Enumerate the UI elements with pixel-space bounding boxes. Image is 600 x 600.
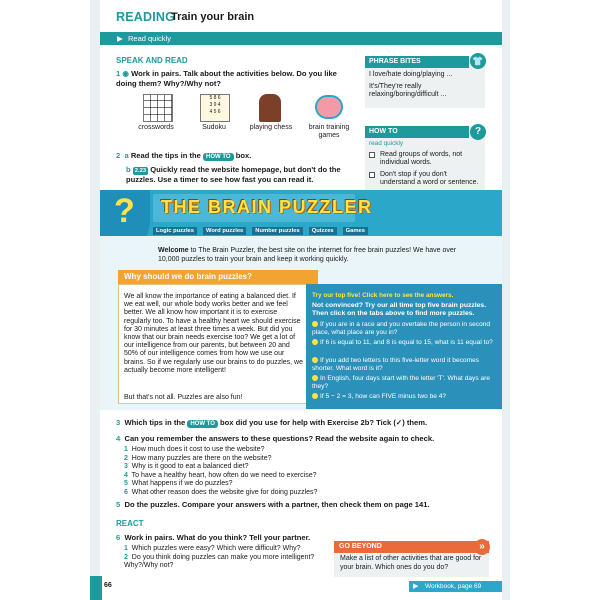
bullet-icon	[312, 393, 318, 399]
nav-quizzes[interactable]: Quizzes	[309, 227, 337, 235]
ex4-item-2: 2 How many puzzles are there on the website?	[124, 454, 272, 462]
nav-number-puzzles[interactable]: Number puzzles	[252, 227, 302, 235]
site-nav	[153, 227, 374, 235]
bullet-icon	[312, 357, 318, 363]
bullet-icon	[312, 321, 318, 327]
article-body: We all know the importance of eating a balanced diet. If we eat well, our whole body works better and we feel better. We all know how important it is to exercise regularly too. To have a healthy heart we should exercise for 30 minutes at least three times a week. But did you know that our brain needs exercise too? We get a lot of our intelligence from our parents, but between 20 and 50% of our intelligence comes from how we use our brains. So if we regularly use our brains to do puzzles, we actually become more intelligent!	[124, 293, 303, 374]
how-to-pill: HOW TO	[187, 420, 218, 428]
bullet-icon	[312, 375, 318, 381]
why-title: Why should we do brain puzzles?	[124, 272, 253, 281]
tip-2: Don't stop if you don't understand a word or sentence.	[380, 171, 479, 187]
caption-sudoku: Sudoku	[202, 124, 226, 131]
page-right-edge	[502, 0, 510, 600]
question-mark-graphic: ?	[114, 192, 135, 230]
phrase-line-2: It's/They're really relaxing/boring/difficult ...	[369, 83, 447, 99]
bullet-icon	[312, 339, 318, 345]
phrase-line-1: I love/hate doing/playing ...	[369, 71, 453, 78]
brain-image	[315, 95, 343, 119]
puzzle-5: If 5 − 2 = 3, how can FIVE minus two be 4?	[312, 393, 498, 401]
page-corner-tab	[90, 576, 102, 600]
tip-checkbox-2[interactable]	[369, 172, 375, 178]
arrow-right-icon: ▶	[117, 34, 123, 43]
skill-label: Read quickly	[128, 34, 171, 43]
puzzle-2: If 6 is equal to 11, and 8 is equal to 15, what is 11 equal to?	[312, 339, 498, 347]
exercise-3: 3 Which tips in the HOW TO box did you use for help with Exercise 2b? Tick (✓) them.	[116, 418, 428, 427]
puzzle-4: In English, four days start with the letter 'T'. What days are they?	[312, 375, 490, 390]
workbook-reference: Workbook, page 69	[425, 583, 482, 590]
exercise-4: 4 Can you remember the answers to these questions? Read the website again to check.	[116, 434, 435, 443]
puzzle-3: If you add two letters to this five-letter word it becomes shorter. What word is it?	[312, 357, 480, 372]
ex6-item-1: 1 Which puzzles were easy? Which were difficult? Why?	[124, 545, 301, 552]
tip-1: Read groups of words, not individual words.	[380, 151, 463, 167]
speaking-icon: ◉	[122, 69, 129, 78]
try-top-five-link[interactable]: Try our top five! Click here to see the answers.	[312, 292, 454, 299]
ex6-list	[124, 545, 329, 571]
page-title: Train your brain	[171, 11, 255, 23]
sudoku-image: 5 8 6 3 9 4 4 5 6	[200, 94, 230, 122]
caption-brain-training: brain training games	[308, 124, 350, 139]
nav-word-puzzles[interactable]: Word puzzles	[203, 227, 246, 235]
exercise-6: 6 Work in pairs. What do you think? Tell your partner.	[116, 533, 311, 542]
tshirt-icon: 👕	[470, 53, 486, 69]
how-to-pill: HOW TO	[203, 153, 234, 161]
speak-read-heading: SPEAK AND READ	[116, 56, 188, 65]
ex4-item-3: 3 Why is it good to eat a balanced diet?	[124, 463, 249, 471]
caption-crosswords: crosswords	[138, 124, 174, 131]
page-left-edge	[90, 0, 100, 600]
double-chevron-icon: »	[474, 539, 490, 555]
go-beyond-title: GO BEYOND	[339, 543, 382, 550]
how-to-title: HOW TO	[365, 126, 469, 138]
puzzle-1: If you are in a race and you overtake the person in second place, what place are you in?	[312, 321, 491, 336]
ex4-item-1: 1 How much does it cost to use the website?	[124, 446, 265, 453]
react-heading: REACT	[116, 519, 144, 528]
ex4-item-5: 5 What happens if we do puzzles?	[124, 480, 233, 488]
section-label: READING	[116, 10, 176, 24]
ex4-item-6: 6 What other reason does the website give for doing puzzles?	[124, 488, 318, 496]
site-logo: THE BRAIN PUZZLER	[161, 197, 373, 217]
how-to-subtitle: read quickly	[369, 140, 404, 147]
tip-checkbox-1[interactable]	[369, 152, 375, 158]
audio-track-icon: 2.23	[134, 168, 147, 174]
go-beyond-text: Make a list of other activities that are good for your brain. Which ones do you do?	[340, 555, 482, 571]
ex4-list	[124, 446, 424, 498]
workbook-arrow-icon: ▶	[413, 583, 419, 590]
article-body-end: But that's not all. Puzzles are also fun!	[124, 394, 243, 401]
chess-knight-image	[259, 94, 281, 122]
nav-logic-puzzles[interactable]: Logic puzzles	[153, 227, 197, 235]
ex6-item-2: 2 Do you think doing puzzles can make you more intelligent? Why?/Why not?	[124, 553, 315, 570]
nav-games[interactable]: Games	[343, 227, 368, 235]
exercise-2a: 2 a Read the tips in the HOW TO box.	[116, 151, 252, 160]
exercise-2b: b 2.23 Quickly read the website homepage, but don't do the puzzles. Use a timer to see how fast you can read it.	[126, 165, 341, 184]
page-number: 66	[104, 582, 112, 589]
question-mark-icon: ?	[470, 124, 486, 140]
phrase-bites-title: PHRASE BITES	[365, 56, 469, 68]
caption-chess: playing chess	[249, 124, 293, 131]
not-convinced-text: Not convinced? Try our all time top five brain puzzles. Then click on the tabs above to find more puzzles.	[312, 302, 487, 317]
exercise-5: 5 Do the puzzles. Compare your answers with a partner, then check them on page 141.	[116, 500, 430, 509]
ex4-item-4: 4 To have a healthy heart, how often do we need to exercise?	[124, 471, 317, 479]
welcome-text: Welcome to The Brain Puzzler, the best site on the internet for free brain puzzles! We have over 10,000 puzzles to train your brain and keep it working quickly.	[158, 247, 457, 263]
crossword-image	[143, 94, 173, 122]
exercise-1: 1 ◉ Work in pairs. Talk about the activities below. Do you like doing them? Why?/Why not?	[116, 69, 337, 88]
